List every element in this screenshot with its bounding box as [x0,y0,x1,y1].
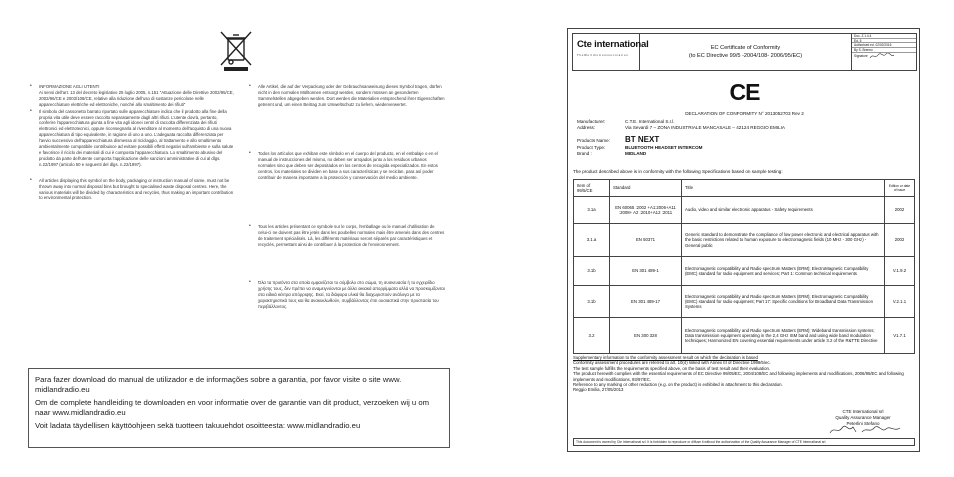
row-title: Generic standard to demonstrate the compliance of low power electronic and electrical apparatus with the basic restrictions related to human exposure to electromagnetic fields (10 MHz - 300 GHz) - General public [682,224,885,257]
address-value: Via Sevardi 7 – ZONA INDUSTRIALE MANCASALE – 42124 REGGIO EMILIA [625,124,785,130]
crossed-out-wheelie-bin-icon [219,30,253,72]
supp-heading: Supplementary information to the conformity assessment result on which the declaration is based [573,355,758,360]
signature-scribble-icon [869,53,895,59]
supp-line: The test sample fulfills the requirements specified above, on the basis of test result and their evaluation. [573,365,771,371]
table-row [574,286,915,318]
meta-auth: Authorised ed. 02/02/2016 [852,43,916,48]
table-row [574,197,915,224]
french-notice [249,224,445,257]
handwritten-signature-icon [826,424,906,436]
ce-mark: CE [729,79,760,105]
italian-notice [30,84,235,210]
spanish-text: • Todos los artículos que exhiban este símbolo en el cuerpo del producto, en el embalaje o en el manual de instrucciones del mismo, no deben ser arrojados junto a los residuos urbanos normales sino que deben ser depositados en los centros de recogida especializados. En estos centros, los materiales se dividen en base a sus características y se reciclan, para así poder contribuir de manera importante a la protección y conservación del medio ambiente. [249,151,445,181]
italian-heading: INFORMAZIONE AGLI UTENTI [39,84,100,89]
row-standard: EN 60065 :2002 +A1:2006+A11 :2008+ A2 :2010+A12 :2011 [610,197,682,224]
supp-line: Reference to any marking or other reduction (e.g. on the product) is exhibited in attachment to this declaration. [573,382,783,388]
row-item: 3.1b [574,286,610,318]
row-edition: 2002 [885,224,915,257]
manufacturer-label: Manufacturer: [577,119,606,124]
row-standard: EN 301 489-1 [610,257,682,286]
download-info-pt: Para fazer download do manual de utilizador e de informações sobre a garantia, por favor visite o site www. midlandradio.eu [35,375,402,394]
row-item: 3.2 [574,318,610,354]
standards-table [573,179,915,354]
title-line-1: EC Certificate of Conformity [710,45,781,51]
row-edition: 2002 [885,197,915,224]
product-name-row [577,135,659,144]
logo-text: Cte international [577,39,649,50]
meta-doc: Doc. Z.1.4.4 [852,34,916,39]
certificate-footer: This document is owned by Cte International srl. It is forbidden to reproduce or diffuse it without the authorization of the Quality Assurance Manager of CTE International srl. [573,438,915,446]
french-text: • Tous les articles présentant ce symbole sur le corps, l'emballage ou le manuel d'utilisation de celui-ci ne doivent pas être jetés dans les poubelles normales mais être amenés dans des centres de traitement spécialisés. Là, les différents matériaux seront séparés par caractéristiques et recyclés, permettant ainsi de contribuer à la protection de l'environnement. [249,224,445,248]
table-row [574,257,915,286]
document-meta [852,34,916,70]
declaration-number: DECLARATION OF CONFORMITY N° 2013052703 Rev 2 [685,111,804,116]
row-title: Electromagnetic compatibility and Radio spectrum Matters (ERM); Wideband transmission systems; Data transmission equipment operating in the 2,4 GHz ISM band and using wide band modulation techniques; Harmonized EN covering essential requirements under article 3.2 of the R&TTE Directive [682,318,885,354]
download-info-fi: Voit ladata täydellisen käyttöohjeen sekä tuotteen takuuehdot osoitteesta: www.midlandradio.eu [35,421,361,430]
product-type-block [577,145,703,156]
german-notice [249,84,445,117]
row-standard: EN 300 328 [610,318,682,354]
row-item: 3.1a [574,197,610,224]
meta-signature [852,53,916,59]
logo-tagline: T h e W o r l d i n C o m m u n i c a t i o n [577,53,628,57]
conformity-sentence: The product described above is in conformity with the following Specifications based on sample testing: [573,169,783,174]
title-line-2: (to EC Directive 99/5 -2004/108- 2006/95/EC) [688,53,803,59]
row-edition: V1.7.1 [885,318,915,354]
italian-paragraph-2: • Il simbolo del cassonetto barrato riportato sulle apparecchiature indica che il prodotto alla fine della propria vita utile deve essere raccolto separatamente dagli altri rifiuti. L'utente dovrà, pertanto, conferire l'apparecchiatura giunta a fine vita agli idonei centri di raccolta differenziata dei rifiuti elettronici ed elettrotecnici, oppure riconsegnarla al rivenditore al momento dell'acquisto di una nuova apparecchiatura di tipo equivalente, in ragione di uno a uno. L'adeguata raccolta differenziata per l'avvio successivo dell'apparecchiatura dismessa al riciclaggio, al trattamento e allo smaltimento ambientalmente compatibile contribuisce ad evitare possibili effetti negativi sull'ambiente e sulla salute e favorisce il riciclo dei materiali di cui è composta l'apparecchiatura. Lo smaltimento abusivo del prodotto da parte dell'utente comporta l'applicazione delle sanzioni amministrative di cui al dlgs. n.22/1997 (articolo 50 e seguenti del dlgs. n.22/1997). [30,109,235,168]
supp-line: The product herewith complies with the essential requirements of EC Directive 99/05/EC, 2004/108/EC and following implements and modifications, 2006/95/EC and following implements and modifications, 93/97/EC. [573,371,904,382]
header-title: Title [682,180,885,197]
row-edition: V.2.1.1 [885,286,915,318]
certificate-title [640,34,852,70]
product-type-value: BLUETOOTH HEADSET INTERCOM [625,145,703,150]
cte-logo [573,34,649,70]
header-edition: Edition or date of issue [885,180,915,197]
table-header-row [574,180,915,197]
italian-paragraph-1: Ai sensi dell'art. 13 del decreto legislativo 25 luglio 2005, n.151 "Attuazione delle Direttive 2002/95/CE, 2002/96/CE e 2003/108/CE, relative alla riduzione dell'uso di sostanze pericolose nelle apparecchiature elettriche ed elettroniche, nonché allo smaltimento dei rifiuti" [39,89,234,107]
row-item: 3.1b [574,257,610,286]
product-name-label: Products Name: [577,138,610,143]
brand-label: Brand : [577,150,592,156]
table-row [574,318,915,354]
spanish-notice [249,151,445,190]
signatory-role: Quality Assurance Manager [835,414,891,420]
supp-place-date: Reggio Emilia, 27/05/2013 [573,387,624,393]
row-standard: EN 50371 [610,224,682,257]
row-title: Electromagnetic compatibility and Radio spectrum Matters (ERM); Electromagnetic Compatibility (EMC) standard for radio equipment; Part 17: Specific conditions for Broadband Data Transmission Systems [682,286,885,318]
certificate-header [572,33,917,71]
header-item: Item of 99/5/CE [574,180,610,197]
row-standard: EN 301 489-17 [610,286,682,318]
brand-value: MIDLAND [625,150,647,156]
supplementary-info [573,355,915,393]
row-title: Audio, video and similar electronic apparatus - Safety requirements [682,197,885,224]
download-info-box [28,368,450,448]
address-label: Address: [577,124,596,130]
meta-signature-label: Signature [854,53,868,58]
ec-certificate [567,28,920,452]
row-item: 3.1.a [574,224,610,257]
row-edition: V.1.9.2 [885,257,915,286]
product-type-label: Product Type: [577,145,606,150]
header-standard: Standard [610,180,682,197]
product-name-value: BT NEXT [625,135,660,144]
supp-line: Conformity assessment procedures are referred to art. 10(4) linked with Annex III of Directive 1999/5/ec. [573,360,771,366]
english-notice: • All articles displaying this symbol on the body, packaging or instruction manual of same, must not be thrown away into normal disposal bins but brought to specialised waste disposal centres. Here, the various materials will be divided by characteristics and recycles, thus making an important contribution to environmental protection. [30,178,235,202]
table-row [574,224,915,257]
greek-text: • Όλα τα προϊόντα στα οποία εμφανίζεται το σύμβολο στο σώμα, τη συσκευασία ή το εγχειρίδιο χρήσης τους, δεν πρέπει να αναμειγνύονται με άλλα οικιακά απορρίμματα αλλά να προσκομίζονται στα ειδικά κέντρα απόρριψης. Εκεί, τα διάφορα υλικά θα διαχωριστούν ανάλογα με τα χαρακτηριστικά τους και θα ανακυκλωθούν, συμβάλλοντας έτσι ουσιαστικά στην προστασία του περιβάλλοντος. [249,280,445,310]
german-text: • Alle Artikel, die auf der Verpackung oder der Gebrauchsanweisung dieses Symbol tragen, dürfen nicht in den normalen Mülltonnen entsorgt werden, sondern müssen an gesonderten Sammelstellen abgegeben werden. Dort werden die Materialien entsprechend ihrer Eigenschaften getrennt und, um einen Beitrag zum Umweltschutz zu liefern, wiederverwertet. [249,84,445,108]
signatory-company: CTE International srl [842,409,884,414]
signatory-person: Peterlini Stefano [846,420,880,426]
manufacturer-value: C.T.E. International S.r.l. [625,119,675,124]
row-title: Electromagnetic compatibility and Radio spectrum Matters (ERM); ElectroMagnetic Compatibility (EMC) standard for radio equipment and services; Part 1: Common technical requirements [682,257,885,286]
meta-ed: Ed. 5 [852,39,916,44]
meta-by: By S. Brenno [852,48,916,53]
greek-notice [249,280,445,319]
address-row [577,125,785,130]
download-info-nl: Om de complete handleiding te downloaden en voor informatie over de garantie van dit product, verzoeken wij u om naar www.midlandradio.eu [35,398,429,417]
